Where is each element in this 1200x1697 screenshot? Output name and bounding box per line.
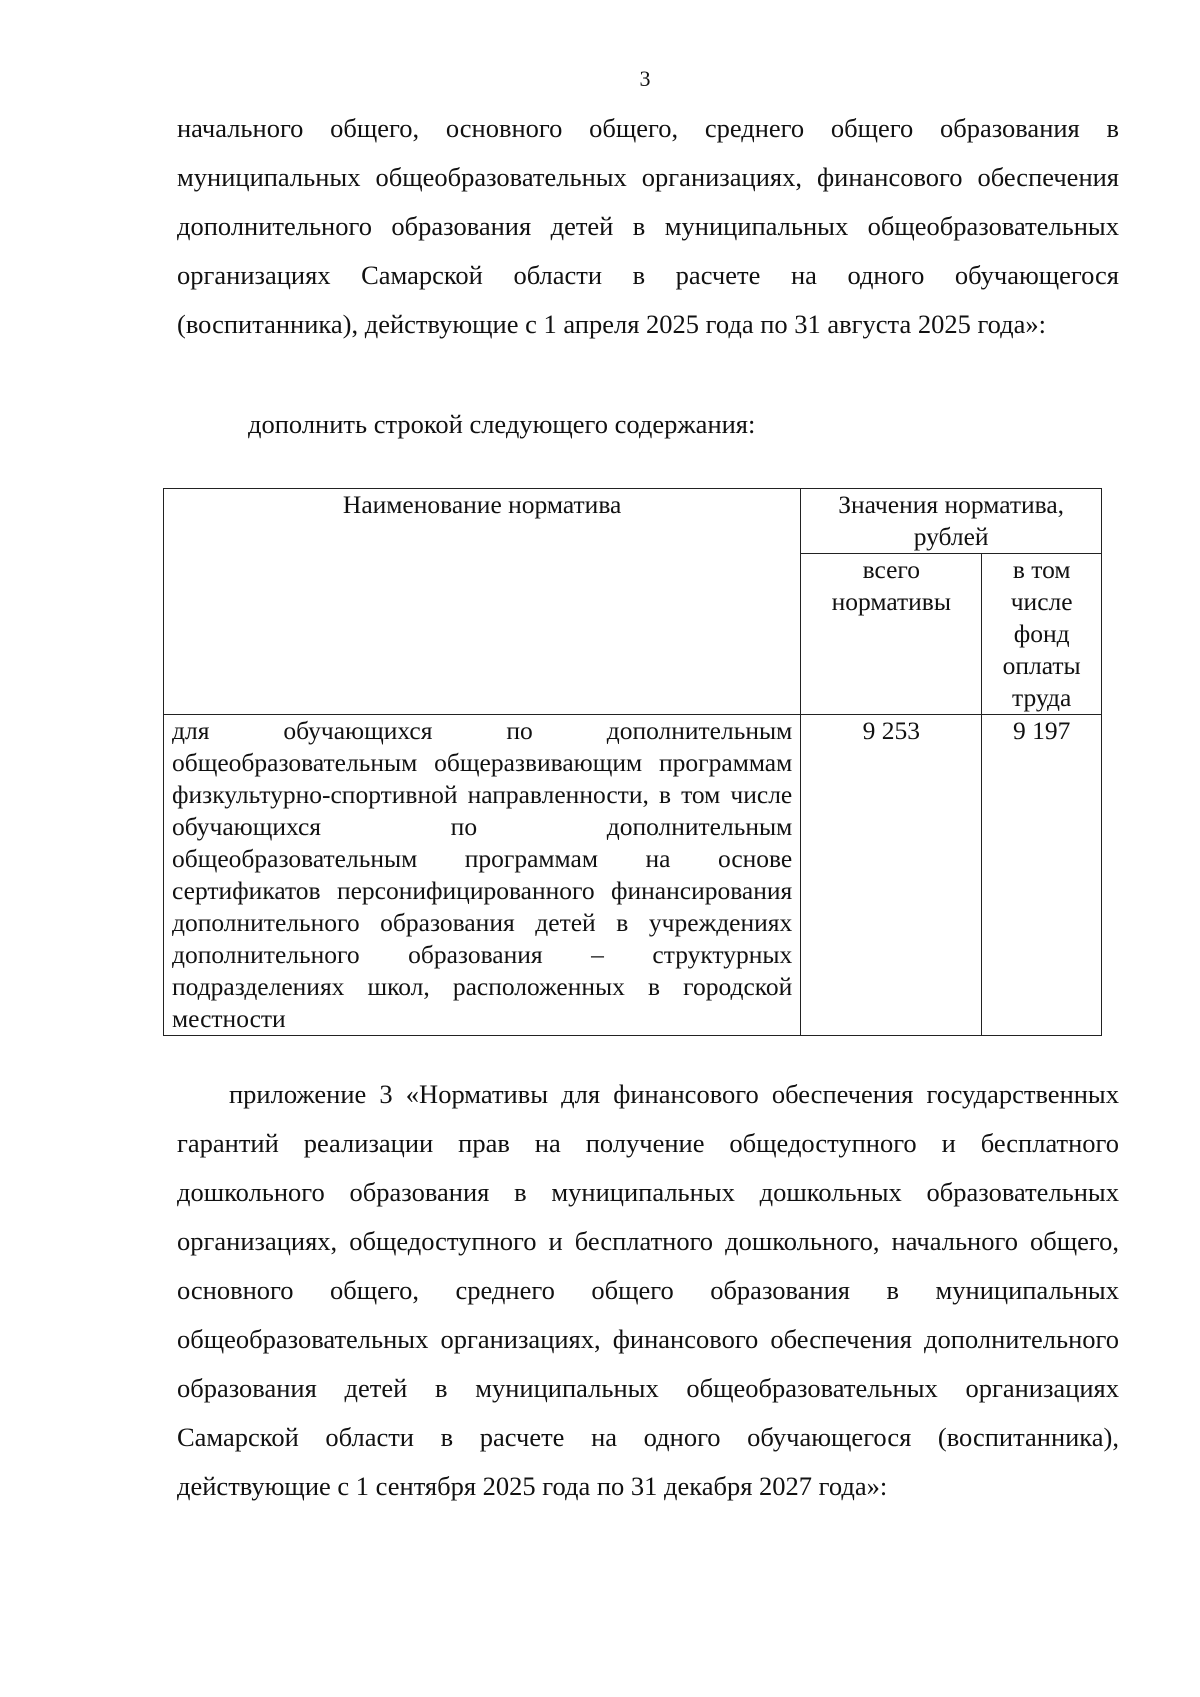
normative-table: [163, 488, 1102, 1036]
row-normative-name: для обучающихся по дополнительным общеобразовательным общеразвивающим программам физкультурно-спортивной направленности, в том числе обучающихся по дополнительным общеобразовательным программам на основе сертификатов персонифицированного финансирования дополнительного образования детей в учреждениях дополнительного образования – структурных подразделениях школ, расположенных в городской местности: [164, 715, 801, 1036]
header-total: всего нормативы: [801, 554, 982, 715]
header-normative-values: Значения норматива, рублей: [801, 489, 1102, 554]
page-number: 3: [639, 66, 651, 91]
row-total-value: 9 253: [801, 715, 982, 1036]
paragraph-amendment-intro: дополнить строкой следующего содержания:: [248, 409, 756, 439]
header-normative-name: Наименование норматива: [164, 489, 801, 715]
paragraph-appendix-3: приложение 3 «Нормативы для финансового обеспечения государственных гарантий реализации прав на получение общедоступного и бесплатного дошкольного образования в муниципальных дошкольных образовательных организациях, общедоступного и бесплатного дошкольного, начального общего, основного общего, среднего общего образования в муниципальных общеобразовательных организациях, финансового обеспечения дополнительного образования детей в муниципальных общеобразовательных организациях Самарской области в расчете на одного обучающегося (воспитанника), действующие с 1 сентября 2025 года по 31 декабря 2027 года»:: [177, 1079, 1119, 1501]
row-payroll-value: 9 197: [982, 715, 1102, 1036]
paragraph-continuation: начального общего, основного общего, среднего общего образования в муниципальных общеобразовательных организациях, финансового обеспечения дополнительного образования детей в муниципальных общеобразовательных организациях Самарской области в расчете на одного обучающегося (воспитанника), действующие с 1 апреля 2025 года по 31 августа 2025 года»:: [177, 113, 1119, 339]
table-header-row: [164, 489, 1102, 554]
table-row: [164, 715, 1102, 1036]
header-payroll-fund: в том числе фонд оплаты труда: [982, 554, 1102, 715]
